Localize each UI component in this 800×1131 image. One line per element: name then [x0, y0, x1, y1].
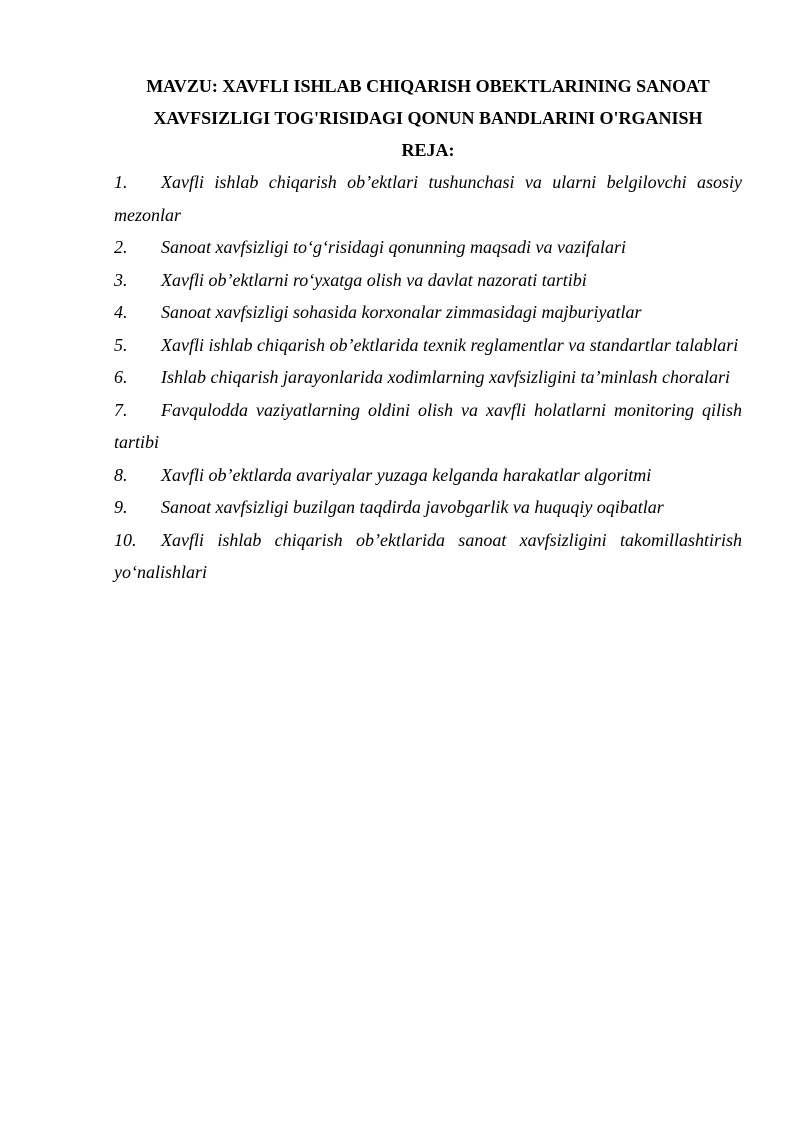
plan-item	[114, 296, 742, 329]
plan-item	[114, 329, 742, 362]
document-title	[114, 70, 742, 134]
title-line-1: MAVZU: XAVFLI ISHLAB CHIQARISH OBEKTLARINING SANOAT	[146, 76, 710, 96]
plan-item-text: Sanoat xavfsizligi to‘g‘risidagi qonunning maqsadi va vazifalari	[161, 237, 626, 257]
title-line-2: XAVFSIZLIGI TOG'RISIDAGI QONUN BANDLARINI O'RGANISH	[153, 108, 703, 128]
plan-item-number: 5.	[114, 334, 128, 355]
plan-item-text: Xavfli ob’ektlarda avariyalar yuzaga kelganda harakatlar algoritmi	[161, 464, 652, 485]
plan-item-number: 3.	[114, 269, 128, 290]
plan-item-text: Ishlab chiqarish jarayonlarida xodimlarning xavfsizligini ta’minlash choralari	[161, 367, 730, 387]
plan-item-text: Xavfli ishlab chiqarish ob’ektlari tushunchasi va ularni belgilovchi asosiy mezonlar	[114, 172, 742, 225]
plan-item	[114, 166, 742, 231]
plan-item-text: Sanoat xavfsizligi sohasida korxonalar zimmasidagi majburiyatlar	[161, 302, 642, 322]
plan-item-number: 1.	[114, 172, 128, 192]
plan-item-number: 9.	[114, 497, 128, 517]
plan-item-number: 10.	[114, 529, 137, 550]
plan-item-text: Xavfli ishlab chiqarish ob’ektlarida sanoat xavfsizligini takomillashtirish yo‘nalishlari	[114, 529, 742, 582]
plan-item-number: 8.	[114, 464, 128, 485]
plan-item	[114, 231, 742, 264]
plan-item-number: 4.	[114, 302, 128, 322]
plan-item	[114, 264, 742, 297]
plan-item	[114, 361, 742, 394]
plan-item-number: 2.	[114, 237, 128, 257]
plan-item-number: 6.	[114, 367, 128, 387]
document-page	[114, 70, 742, 589]
plan-item-text: Xavfli ob’ektlarni ro‘yxatga olish va davlat nazorati tartibi	[161, 269, 587, 290]
plan-list	[114, 166, 742, 589]
plan-item-text: Sanoat xavfsizligi buzilgan taqdirda javobgarlik va huquqiy oqibatlar	[161, 497, 664, 517]
plan-item-number: 7.	[114, 399, 128, 420]
plan-item	[114, 524, 742, 589]
plan-item-text: Xavfli ishlab chiqarish ob’ektlarida texnik reglamentlar va standartlar talablari	[161, 334, 739, 355]
plan-item	[114, 491, 742, 524]
plan-item-text: Favqulodda vaziyatlarning oldini olish va xavfli holatlarni monitoring qilish tartibi	[114, 399, 742, 452]
plan-item	[114, 459, 742, 492]
plan-item	[114, 394, 742, 459]
plan-heading: REJA:	[401, 140, 455, 160]
